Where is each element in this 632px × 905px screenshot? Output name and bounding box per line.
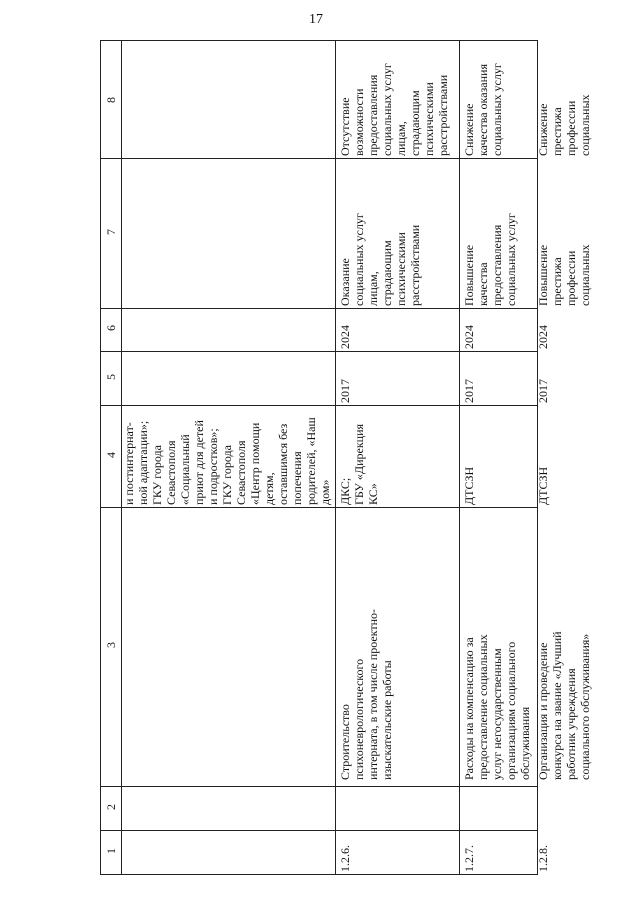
column-number: 2 xyxy=(104,804,118,810)
column-number: 4 xyxy=(104,452,118,458)
column-number: 5 xyxy=(104,374,118,380)
column-number: 1 xyxy=(104,848,118,854)
row-1-2-7-id: 1.2.7. xyxy=(462,845,476,872)
row-1-2-6-col6: 2024 xyxy=(338,325,352,349)
row-1-2-6-col4: ДКС; ГБУ «Дирекция КС» xyxy=(338,423,380,505)
row-1-2-8-col4: ДТСЗН xyxy=(536,466,550,505)
row-1-2-8-col3: Организация и проведение конкурса на звание «Лучший работник учреждения социального обслуживания» xyxy=(536,631,592,780)
row-1-2-7-col5: 2017 xyxy=(462,379,476,403)
column-divider xyxy=(100,830,537,831)
row-divider xyxy=(335,40,336,874)
row-1-2-7-col7: Повышение качества предоставления социальных услуг xyxy=(462,213,518,306)
table-border-top xyxy=(100,40,537,41)
row-1-2-6-col3: Строительство психоневрологического интерната, в том числе проектно- изыскательские работы xyxy=(338,608,394,780)
row-1-2-6-id: 1.2.6. xyxy=(338,845,352,872)
row-1-2-7-col4: ДТСЗН xyxy=(462,466,476,505)
row-1-2-6-col7: Оказание социальных услуг лицам, страдающим психическими расстройствами xyxy=(338,213,422,306)
row-1-2-6-col5: 2017 xyxy=(338,379,352,403)
row-divider xyxy=(459,40,460,874)
column-number: 8 xyxy=(104,97,118,103)
row-1-2-8-col8: Снижение престижа профессии социальных xyxy=(536,94,592,156)
row-1-2-8-id: 1.2.8. xyxy=(536,845,550,872)
continuation-col4: и постинтернат- ной адаптации»; ГКУ города Севастополя «Социальный приют для детей и подростков»; ГКУ города Севастополя «Центр помощи детям, оставшимся без попечения родителей, «Наш дом» xyxy=(122,417,332,505)
column-number: 6 xyxy=(104,325,118,331)
row-1-2-7-col3: Расходы на компенсацию за предоставление социальных услуг негосударственным организациям социального обслуживания xyxy=(462,634,532,780)
row-1-2-8-col5: 2017 xyxy=(536,379,550,403)
table-border-bottom xyxy=(100,874,537,875)
row-1-2-6-col8: Отсутствие возможности предоставления социальных услуг лицам, страдающим психическими расстройствами xyxy=(338,63,450,156)
row-1-2-8-col6: 2024 xyxy=(536,325,550,349)
rotated-table xyxy=(100,40,592,874)
column-number: 3 xyxy=(104,642,118,648)
row-1-2-8-col7: Повышение престижа профессии социальных xyxy=(536,244,592,306)
column-number: 7 xyxy=(104,229,118,235)
row-1-2-7-col8: Снижение качества оказания социальных услуг xyxy=(462,63,504,156)
row-1-2-7-col6: 2024 xyxy=(462,325,476,349)
page-number: 17 xyxy=(309,12,323,27)
table-border-left xyxy=(100,40,101,874)
column-divider xyxy=(100,786,537,787)
